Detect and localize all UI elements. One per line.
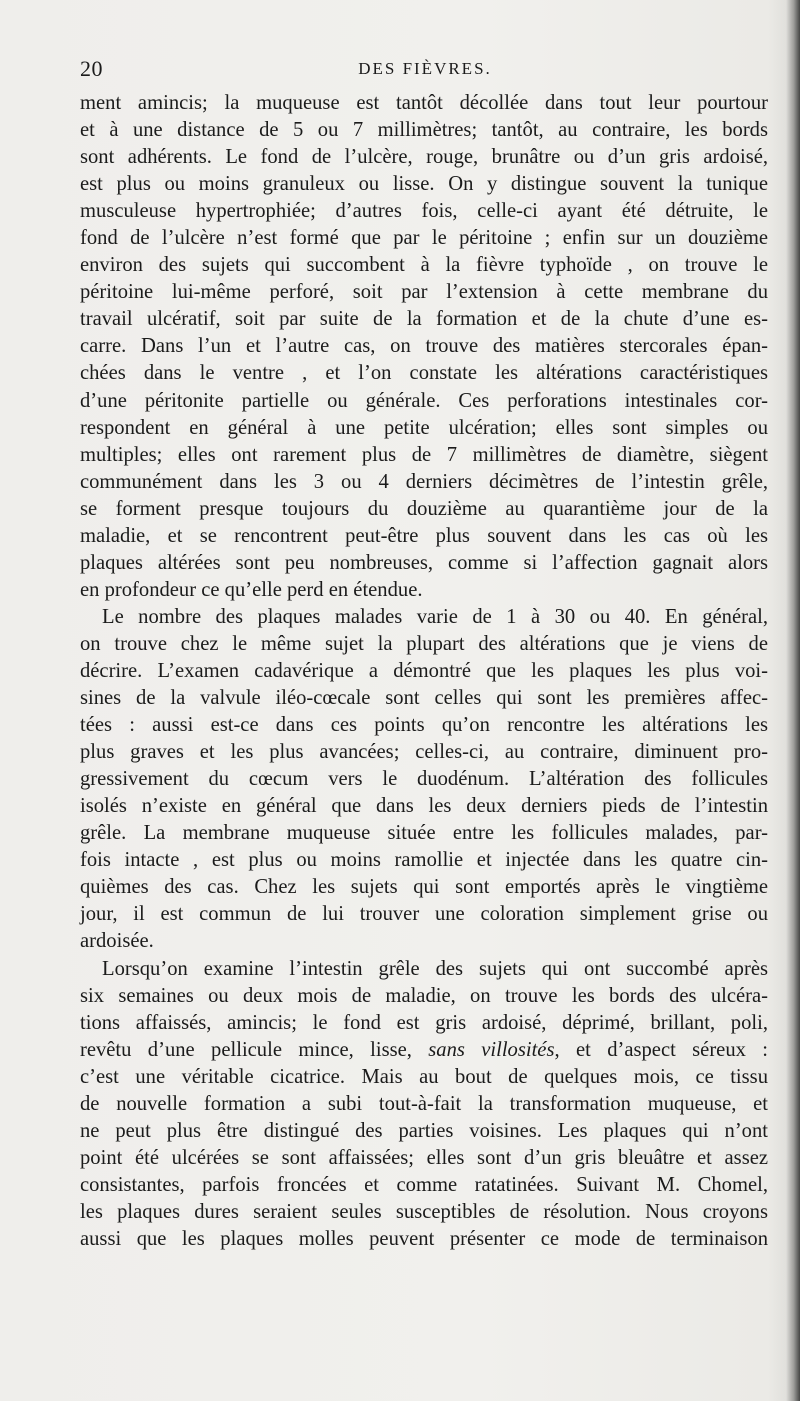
text-line: fois intacte , est plus ou moins ramollie et injectée dans les quatre cin- <box>80 849 768 872</box>
text-line: gressivement du cœcum vers le duodénum. L’altération des follicules <box>80 768 768 791</box>
text-line-with-italic <box>80 1037 768 1064</box>
paragraph-start-line: Le nombre des plaques malades varie de 1 à 30 ou 40. En général, <box>102 605 768 628</box>
text-line: sines de la valvule iléo-cœcale sont celles qui sont les premières affec- <box>80 687 768 710</box>
text-line: communément dans les 3 ou 4 derniers décimètres de l’intestin grêle, <box>80 470 768 493</box>
text-line: musculeuse hypertrophiée; d’autres fois, celle-ci ayant été détruite, le <box>80 200 768 223</box>
text-line: et à une distance de 5 ou 7 millimètres; tantôt, au contraire, les bords <box>80 119 768 142</box>
text-line: carre. Dans l’un et l’autre cas, on trouve des matières stercorales épan- <box>80 335 768 358</box>
text-line: multiples; elles ont rarement plus de 7 millimètres de diamètre, siègent <box>80 443 768 466</box>
text-line: décrire. L’examen cadavérique a démontré que les plaques les plus voi- <box>80 659 768 682</box>
text-line: travail ulcératif, soit par suite de la formation et de la chute d’une es- <box>80 308 768 331</box>
text-line: d’une péritonite partielle ou générale. Ces perforations intestinales cor- <box>80 389 768 412</box>
text-line: environ des sujets qui succombent à la fièvre typhoïde , on trouve le <box>80 254 768 277</box>
text-line: tions affaissés, amincis; le fond est gris ardoisé, déprimé, brillant, poli, <box>80 1011 768 1034</box>
text-line: fond de l’ulcère n’est formé que par le péritoine ; enfin sur un douzième <box>80 227 768 250</box>
paragraph-start-line: Lorsqu’on examine l’intestin grêle des sujets qui ont succombé après <box>102 957 768 980</box>
page-edge-shadow <box>786 0 800 1401</box>
running-title: DES FIÈVRES. <box>358 59 492 78</box>
text-line: isolés n’existe en général que dans les deux derniers pieds de l’intestin <box>80 795 768 818</box>
page-number: 20 <box>80 56 103 81</box>
paragraph-end-line: ardoisée. <box>80 930 154 953</box>
text-line: est plus ou moins granuleux ou lisse. On y distingue souvent la tunique <box>80 173 768 196</box>
text-line: consistantes, parfois froncées et comme ratatinées. Suivant M. Chomel, <box>80 1173 768 1196</box>
body-text <box>80 90 768 1253</box>
text-line: plaques altérées sont peu nombreuses, comme si l’affection gagnait alors <box>80 551 768 574</box>
text-line: respondent en général à une petite ulcération; elles sont simples ou <box>80 416 768 439</box>
text-line: sont adhérents. Le fond de l’ulcère, rouge, brunâtre ou d’un gris ardoisé, <box>80 146 768 169</box>
text-line: ment amincis; la muqueuse est tantôt décollée dans tout leur pourtour <box>80 92 768 114</box>
text-line: les plaques dures seraient seules susceptibles de résolution. Nous croyons <box>80 1200 768 1223</box>
text-line: de nouvelle formation a subi tout-à-fait la transformation muqueuse, et <box>80 1092 768 1115</box>
text-line: chées dans le ventre , et l’on constate les altérations caractéristiques <box>80 362 768 385</box>
paragraph-end-line: en profondeur ce qu’elle perd en étendue. <box>80 578 423 601</box>
text-line: aussi que les plaques molles peuvent présenter ce mode de terminaison <box>80 1227 768 1250</box>
text-line: plus graves et les plus avancées; celles-ci, au contraire, diminuent pro- <box>80 741 768 764</box>
text-segment: revêtu d’une pellicule mince, lisse, <box>80 1038 429 1061</box>
text-segment: , et d’aspect séreux : <box>554 1038 768 1061</box>
text-line: ne peut plus être distingué des parties voisines. Les plaques qui n’ont <box>80 1119 768 1142</box>
text-line: péritoine lui-même perforé, soit par l’extension à cette membrane du <box>80 281 768 304</box>
text-line: jour, il est commun de lui trouver une coloration simplement grise ou <box>80 903 768 926</box>
text-line: on trouve chez le même sujet la plupart des altérations que je viens de <box>80 632 768 655</box>
text-line: point été ulcérées se sont affaissées; elles sont d’un gris bleuâtre et assez <box>80 1146 768 1169</box>
text-line: tées : aussi est-ce dans ces points qu’on rencontre les altérations les <box>80 714 768 737</box>
text-line: grêle. La membrane muqueuse située entre les follicules malades, par- <box>80 822 768 845</box>
text-line: six semaines ou deux mois de maladie, on trouve les bords des ulcéra- <box>80 984 768 1007</box>
text-line: quièmes des cas. Chez les sujets qui sont emportés après le vingtième <box>80 876 768 899</box>
running-head <box>80 56 770 84</box>
italic-phrase: sans villosités <box>428 1038 555 1061</box>
text-line: c’est une véritable cicatrice. Mais au bout de quelques mois, ce tissu <box>80 1065 768 1088</box>
text-line: se forment presque toujours du douzième au quarantième jour de la <box>80 497 768 520</box>
text-line: maladie, et se rencontrent peut-être plus souvent dans les cas où les <box>80 524 768 547</box>
